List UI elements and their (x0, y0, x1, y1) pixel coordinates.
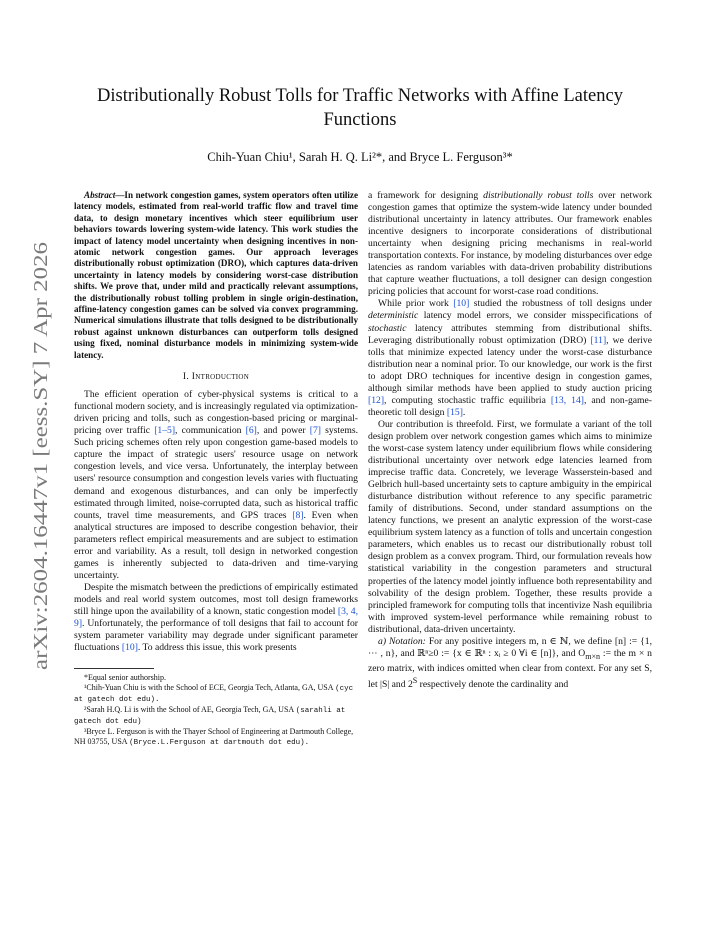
text-run: ³Bryce L. Ferguson is with the Thayer School of Engineering at Dartmouth College, NH 03755, USA (74, 727, 354, 747)
intro-paragraph-1 (74, 389, 358, 582)
footnote-equal-authorship: *Equal senior authorship. (84, 673, 166, 683)
footnote-author-3 (74, 727, 358, 748)
text-run: While prior work (378, 298, 454, 310)
superscript: S (412, 675, 418, 685)
abstract-text: In network congestion games, system operators often utilize latency models, estimated from real-world traffic flow and travel time data, to design monetary incentives which steer equilibrium user behaviors towards lowering system-wide latency. This work studies the impact of latency model uncertainty when designing incentives in non-atomic network congestion games. Our approach leverages distributionally robust optimization (DRO), which captures data-driven uncertainty in latency models by considering worst-case distribution shifts. We prove that, under mild and practically relevant assumptions, the distributionally robust tolling problem in single origin-destination, affine-latency congestion games can be solved via convex programming. Numerical simulations illustrate that tolls designed to be distributionally robust against unknown disturbances can outperform tolls designed using fixed, nominal disturbance models in minimizing system-wide latency. (74, 190, 358, 360)
citation-link[interactable]: [15] (446, 406, 463, 418)
citation-link[interactable]: [12] (368, 394, 385, 406)
email-text: (Bryce.L.Ferguson at dartmouth dot edu). (129, 739, 310, 748)
notation-label: a) Notation: (378, 635, 426, 647)
text-run: The efficient operation of cyber-physical systems is critical to a functional modern society, and is increasingly regulated via optimization-driven pricing and tolls, such as congestion-based pricing or marginal-pricing over traffic (74, 389, 358, 437)
citation-link[interactable]: [1–5] (154, 425, 176, 437)
abstract (74, 190, 358, 361)
email-text: (sarahli at gatech dot edu) (74, 707, 346, 727)
text-run: a framework for designing (368, 190, 484, 201)
text-run: ²Sarah H.Q. Li is with the School of AE, Georgia Tech, GA, USA (84, 705, 296, 715)
text-run: latency attributes stemming from distributional shifts. Leveraging distributionally robust optimization (DRO) (368, 322, 652, 346)
footnotes (74, 668, 358, 748)
notation-paragraph (368, 636, 652, 691)
citation-link[interactable]: [6] (245, 425, 257, 437)
text-run: . To address this issue, this work presents (137, 642, 297, 654)
emphasis: deterministic (368, 310, 419, 322)
text-run: , we derive tolls that minimize expected latency under the worst-case disturbance distribution near a nominal prior. To our knowledge, our work is the first to adopt DRO techniques for incentive design in congestion games, although similar methods have been applied to study auction pricing (368, 334, 652, 394)
text-run: . (462, 406, 466, 418)
text-run: , computing stochastic traffic equilibria (384, 394, 551, 406)
title-line-1: Distributionally Robust Tolls for Traffic Networks with Affine Latency (97, 86, 623, 106)
text-run: , and non-game-theoretic toll design (368, 394, 652, 418)
footnote-author-2 (74, 705, 358, 727)
text-run: ¹Chih-Yuan Chiu is with the School of ECE, Georgia Tech, Atlanta, GA, USA (84, 683, 336, 693)
text-run: . Unfortunately, the performance of toll designs that fail to account for system parameter variability may degrade under significant parameter fluctuations (74, 618, 358, 654)
arxiv-id-text: arXiv:2604.16447v1 [eess.SY] 7 Apr 2026 (31, 335, 52, 670)
abstract-label: Abstract (84, 190, 116, 200)
emphasis: distributionally robust tolls (483, 190, 594, 201)
author-list: Chih-Yuan Chiu¹, Sarah H. Q. Li²*, and Bryce L. Ferguson³* (207, 150, 513, 164)
text-run: . Even when analytical structures are imposed to describe congestion behavior, their parameters reflect empirical measurements and are subject to estimation error and variability. As a result, toll design in networked congestion games is inherently subjected to data-driven and time-varying uncertainty. (74, 509, 359, 581)
text-run: , communication (175, 425, 246, 437)
section-heading-introduction: I. Introduction (182, 371, 250, 383)
text-run: := the m × n zero matrix, with indices omitted when clear from context. For any set S, let |S| and 2 (368, 647, 652, 691)
paper-title (70, 84, 650, 132)
title-line-2: Functions (323, 110, 397, 130)
abstract-dash: — (115, 190, 125, 200)
citation-link[interactable]: [7] (309, 425, 321, 437)
citation-link[interactable]: [10] (121, 642, 138, 654)
subscript: m×n (585, 651, 601, 661)
text-run: Despite the mismatch between the predictions of empirically estimated models and real world system outcomes, most toll design frameworks still hinge upon the availability of a known, static congestion model (74, 581, 358, 617)
citation-link[interactable]: [11] (590, 334, 607, 346)
citation-link[interactable]: [8] (292, 509, 304, 521)
footnote-rule (74, 668, 154, 669)
intro-paragraph-3 (368, 298, 652, 418)
intro-paragraph-2 (74, 582, 358, 654)
text-run: , and power (256, 425, 310, 437)
arxiv-identifier (18, 240, 58, 670)
citation-link[interactable]: [10] (453, 298, 470, 310)
text-run: studied the robustness of toll designs under (469, 298, 653, 310)
left-column (74, 190, 358, 748)
footnote-author-1 (74, 683, 358, 705)
text-run: respectively denote the cardinality and (417, 679, 569, 691)
intro-paragraph-2-continued (368, 190, 652, 298)
text-run: latency model errors, we consider misspecifications of (418, 310, 652, 322)
citation-link[interactable]: [3, 4, 9] (74, 605, 358, 630)
text-run: systems. Such pricing schemes often rely upon congestion game-based models to capture the impact of strategic users' resource usage on network congestion levels, and vice versa. Unfortunately, the interplay between users' resource consumption and congestion levels varies with fluctuating demand and exogenous disturbances, and can only be imperfectly estimated through limited, noise-corrupted data, such as historical traffic counts, travel time measurements, and GPS traces (74, 425, 359, 521)
citation-link[interactable]: [13, 14] (550, 394, 584, 406)
emphasis: stochastic (368, 322, 407, 334)
text-run: over network congestion games that optimize the system-wide latency under bounded distributional uncertainty in latency attributes. Our framework enables incentive designers to incorporate considerations of distributional uncertainty when designing pricing mechanisms in real-world transportation contexts. For instance, by modeling disturbances over edge latencies as random variables with data-driven probability distributions that capture weather fluctuations, a toll designer can design congestion pricing policies that account for worst-case road conditions. (368, 190, 652, 298)
right-column (368, 190, 652, 691)
contribution-paragraph: Our contribution is threefold. First, we formulate a variant of the toll design problem over network congestion games which aims to minimize the worst-case system latency under equilibrium flows while considering distributional uncertainty over network edge latencies learned from imprecise traffic data. Concretely, we leverage Wasserstein-based and Gelbrich hull-based uncertainty sets to capture ambiguity in the empirical disturbance distribution without reference to any specific parametric family of distributions. Second, under standard assumptions on the latency functions, we present an analytic expression of the worst-case equilibrium system latency as a function of tolls and uncertain congestion parameters, which enables us to recast our distributionally robust toll design problem as a convex program. Third, our formulation reveals how statistical variability in the congestion parameters and structural properties of the latency model jointly influence both representability and solvability of the design problem. Together, these results provide a principled framework for computing tolls that incentivize Nash equilibria with improved system-level performance while remaining robust to distributional, data-driven uncertainty. (368, 418, 652, 635)
email-text: (cyc at gatech dot edu). (74, 685, 354, 705)
text-run: For any positive integers m, n ∈ ℕ, we define [n] := {1, ⋯ , n}, and ℝⁿ≥0 := {x ∈ ℝⁿ : xᵢ ≥ 0 ∀i ∈ [n]}, and O (368, 635, 652, 659)
